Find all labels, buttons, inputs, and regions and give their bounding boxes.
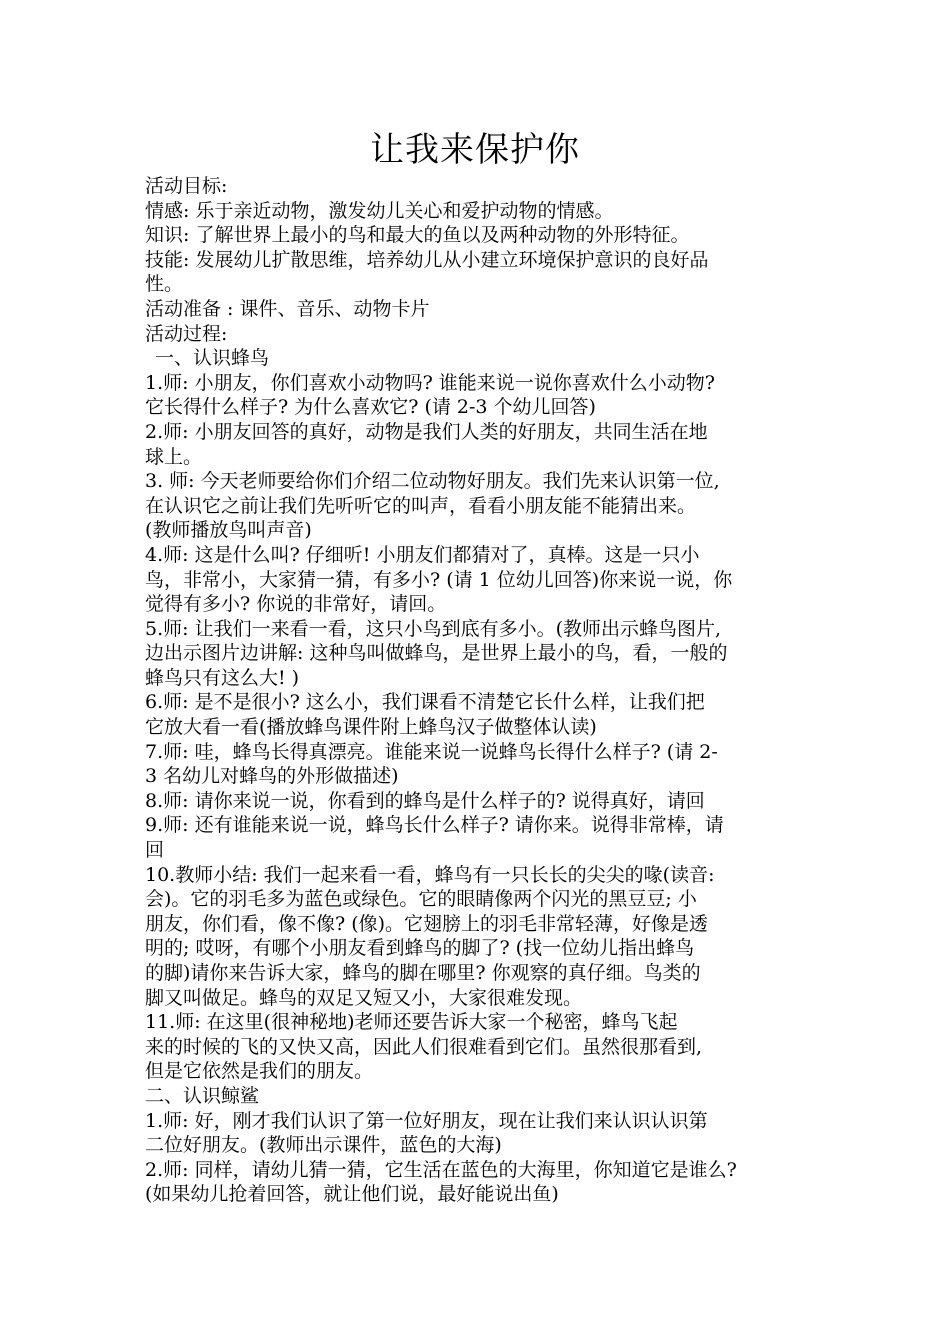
text-line: 9.师: 还有谁能来说一说，蜂鸟长什么样子? 请你来。说得非常棒，请	[145, 814, 724, 837]
text-line: 活动准备 : 课件、音乐、动物卡片	[145, 297, 430, 320]
text-line: 3. 师: 今天老师要给你们介绍二位动物好朋友。我们先来认识第一位,	[145, 470, 720, 493]
text-line: 鸟，非常小，大家猜一猜，有多小? (请 1 位幼儿回答)你来说一说，你	[145, 568, 733, 591]
text-line: 边出示图片边讲解: 这种鸟叫做蜂鸟，是世界上最小的鸟，看，一般的	[145, 642, 728, 665]
text-line: 蜂鸟只有这么大! )	[145, 666, 300, 689]
text-line: 脚又叫做足。蜂鸟的双足又短又小，大家很难发现。	[145, 986, 583, 1009]
text-line: (如果幼儿抢着回答，就让他们说，最好能说出鱼)	[145, 1183, 559, 1206]
text-line: 二位好朋友。(教师出示课件，蓝色的大海)	[145, 1134, 502, 1157]
text-line: 知识: 了解世界上最小的鸟和最大的鱼以及两种动物的外形特征。	[145, 224, 690, 247]
text-line: 会)。它的羽毛多为蓝色或绿色。它的眼睛像两个闪光的黑豆豆; 小	[145, 888, 697, 911]
text-line: 5.师: 让我们一来看一看，这只小鸟到底有多小。(教师出示蜂鸟图片,	[145, 617, 722, 640]
document-body	[145, 174, 817, 1207]
text-line: 活动目标:	[145, 175, 228, 197]
text-line: 6.师: 是不是很小? 这么小，我们课看不清楚它长什么样，让我们把	[145, 691, 705, 714]
document-title: 让我来保护你	[370, 130, 580, 170]
section-heading: 一、认识蜂鸟	[155, 347, 270, 370]
text-line: 2.师: 小朋友回答的真好，动物是我们人类的好朋友，共同生活在地	[145, 420, 708, 443]
text-line: 它放大看一看(播放蜂鸟课件附上蜂鸟汉子做整体认读)	[145, 716, 597, 739]
text-line: 10.教师小结: 我们一起来看一看，蜂鸟有一只长长的尖尖的喙(读音:	[145, 863, 715, 886]
text-line: 11.师: 在这里(很神秘地)老师还要告诉大家一个秘密，蜂鸟飞起	[145, 1011, 678, 1034]
text-line: 活动过程:	[145, 322, 228, 345]
text-line: 来的时候的飞的又快又高，因此人们很难看到它们。虽然很那看到,	[145, 1035, 703, 1058]
text-line: 回	[145, 839, 165, 862]
text-line: 明的; 哎呀，有哪个小朋友看到蜂鸟的脚了? (找一位幼儿指出蜂鸟	[145, 937, 695, 960]
text-line: 1.师: 好，刚才我们认识了第一位好朋友，现在让我们来认识认识第	[145, 1109, 708, 1132]
text-line: 4.师: 这是什么叫? 仔细听! 小朋友们都猜对了，真棒。这是一只小	[145, 543, 700, 566]
text-line: 但是它依然是我们的朋友。	[145, 1060, 374, 1083]
text-line: 的脚)请你来告诉大家，蜂鸟的脚在哪里? 你观察的真仔细。鸟类的	[145, 962, 701, 984]
text-line: 它长得什么样子? 为什么喜欢它? (请 2-3 个幼儿回答)	[145, 396, 596, 419]
text-line: 7.师: 哇，蜂鸟长得真漂亮。谁能来说一说蜂鸟长得什么样子? (请 2-	[145, 740, 718, 763]
text-line: 1.师: 小朋友，你们喜欢小动物吗? 谁能来说一说你喜欢什么小动物?	[145, 371, 715, 394]
text-line: 在认识它之前让我们先听听它的叫声，看看小朋友能不能猜出来。	[145, 494, 697, 517]
text-line: 球上。	[145, 445, 203, 468]
text-line: 3 名幼儿对蜂鸟的外形做描述)	[145, 765, 399, 788]
text-line: 性。	[145, 273, 184, 296]
text-line: 情感: 乐于亲近动物，激发幼儿关心和爱护动物的情感。	[145, 199, 614, 222]
text-line: 觉得有多小? 你说的非常好，请回。	[145, 593, 447, 616]
text-line: 朋友，你们看，像不像? (像)。它翅膀上的羽毛非常轻薄，好像是透	[145, 912, 709, 935]
text-line: 技能: 发展幼儿扩散思维，培养幼儿从小建立环境保护意识的良好品	[145, 248, 709, 271]
section-heading: 二、认识鲸鲨	[145, 1084, 260, 1107]
text-line: 8.师: 请你来说一说，你看到的蜂鸟是什么样子的? 说得真好，请回	[145, 789, 705, 812]
text-line: 2.师: 同样，请幼儿猜一猜，它生活在蓝色的大海里，你知道它是谁么?	[145, 1158, 737, 1181]
text-line: (教师播放鸟叫声音)	[145, 519, 312, 542]
